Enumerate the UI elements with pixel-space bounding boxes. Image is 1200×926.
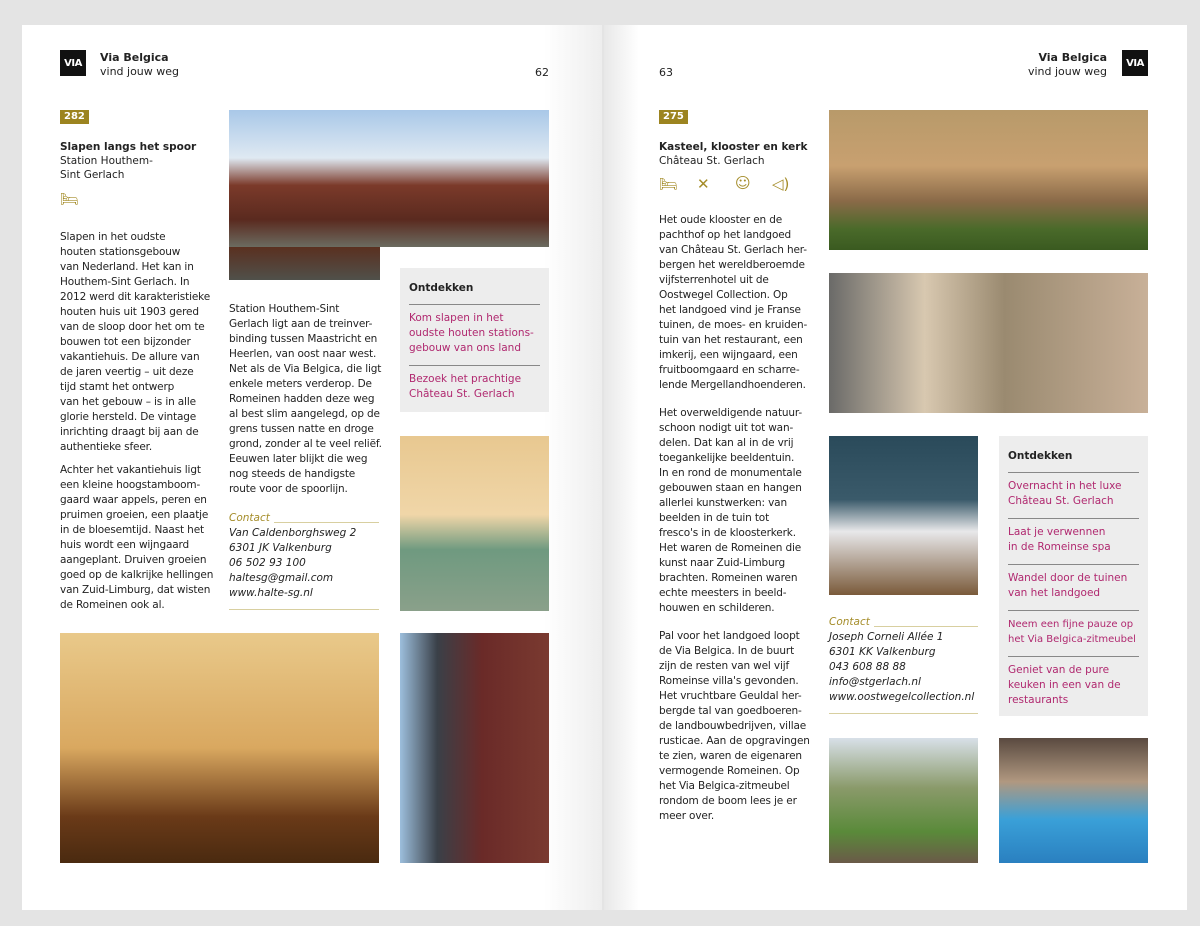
via-logo: VIA [1122,50,1148,76]
entry-title: Kasteel, klooster en kerk [659,141,808,153]
contact-address: Joseph Corneli Allée 1 [829,631,944,643]
entry-subtitle: Château St. Gerlach [659,155,765,167]
garden-tree-photo [829,738,978,863]
brand-title: Via Belgica [1038,51,1107,64]
discover-item[interactable]: Laat je verwennen in de Romeinse spa [1008,518,1139,564]
divider [229,609,379,610]
contact-website[interactable]: www.oostwegelcollection.nl [829,691,975,703]
page-number: 62 [535,66,549,79]
contact-label: Contact [829,615,978,630]
smiley-icon: ☺ [735,174,751,192]
brand-subtitle: vind jouw weg [1027,65,1107,78]
contact-email[interactable]: haltesg@gmail.com [229,572,334,584]
body-paragraph: Achter het vakantiehuis ligt een kleine hoogstamboom- gaard waar appels, peren en pruimen groeien, een plaatje in de bloesemtijd. Naast het huis wordt een wijngaard aangeplant. Druiven groeien goed op de kalkrijke hellingen van Zuid-Limburg, dat wisten de Romeinen ook al. [60,464,214,611]
station-photo [229,110,549,247]
body-paragraph: Het oude klooster en de pachthof op het landgoed van Château St. Gerlach her- bergen het wereldberoemde vijfsterrenhotel uit de Oostwegel Collection. Op het landgoed vind je Franse tuinen, de moes- en kruiden- tuin van het restaurant, een imkerij, een wijngaard, een fruitboomgaard en scharre- lende Mergellandhoenderen. [659,214,808,391]
page-number: 63 [659,66,673,79]
contact-city: 6301 KK Valkenburg [829,646,936,658]
brand-title: Via Belgica [100,51,169,64]
bed-icon: 🛏︎ [60,190,80,208]
discover-box [999,436,1148,716]
body-paragraph: Het overweldigende natuur- schoon nodigt uit tot wan- delen. Dat kan al in de vrij toegankelijke beeldentuin. In en rond de monumentale gebouwen staan en hangen allerlei kunstwerken: van beelden in de tuin tot fresco's in de kloosterkerk. Het waren de Romeinen die kunst naar Zuid-Limburg brachten. Romeinen waren echte meesters in beeld- houwen en schilderen. [659,407,803,614]
discover-item[interactable]: Wandel door de tuinen van het landgoed [1008,564,1139,610]
brand-subtitle: vind jouw weg [100,65,180,78]
station-photo-bottom [229,247,380,280]
via-logo: VIA [60,50,86,76]
speaker-icon: ◁) [772,175,790,193]
entry-title: Slapen langs het spoor [60,141,197,153]
entry-number-badge: 282 [60,110,89,124]
discover-item[interactable]: Geniet van de pure keuken in een van de restaurants [1008,656,1139,717]
cutlery-icon: ✕ [697,175,710,193]
entry-number-badge: 275 [659,110,688,124]
bed-icon: 🛏︎ [659,175,679,193]
divider [829,713,978,714]
contact-website[interactable]: www.halte-sg.nl [229,587,313,599]
contact-address: Van Caldenborghsweg 2 [229,527,357,539]
discover-item[interactable]: Kom slapen in het oudste houten stations- gebouw van ons land [409,304,540,365]
station-exterior-photo [400,633,549,863]
discover-item[interactable]: Overnacht in het luxe Château St. Gerlach [1008,472,1139,518]
discover-title: Ontdekken [1008,450,1073,462]
discover-box [400,268,549,412]
contact-email[interactable]: info@stgerlach.nl [829,676,921,688]
chateau-photo [829,110,1148,250]
entry-subtitle: Station Houthem- Sint Gerlach [60,155,153,181]
dining-room-photo [60,633,379,863]
contact-city: 6301 JK Valkenburg [229,542,332,554]
contact-label: Contact [229,511,379,526]
contact-phone[interactable]: 06 502 93 100 [229,557,306,569]
body-paragraph: Station Houthem-Sint Gerlach ligt aan de treinver- binding tussen Maastricht en Heerlen, van oost naar west. Net als de Via Belgica, die ligt enkele meters verderop. De Romeinen hadden deze weg al best slim aangelegd, op de grens tussen natte en droge grond, zonder al te veel reliëf. Eeuwen later blijkt die weg nog steeds de handigste route voor de spoorlijn. [229,303,382,495]
restaurant-photo [829,273,1148,413]
contact-phone[interactable]: 043 608 88 88 [829,661,906,673]
header-brand [100,51,179,79]
contact-block [829,615,978,714]
bathroom-photo [400,436,549,611]
body-paragraph: Pal voor het landgoed loopt de Via Belgica. In de buurt zijn de resten van wel vijf Romeinse villa's gevonden. Het vruchtbare Geuldal her- bergde tal van goedboeren- de landbouwbedrijven, villae rusticae. Aan de opgravingen te zien, waren de eigenaren vermogende Romeinen. Op het Via Belgica-zitmeubel rondom de boom lees je er meer over. [659,630,810,822]
spa-pool-photo [999,738,1148,863]
body-paragraph: Slapen in het oudste houten stationsgebouw van Nederland. Het kan in Houthem-Sint Gerlach. In 2012 werd dit karakteristieke houten huis uit 1903 gered van de sloop door het om te bouwen tot een bijzonder vakantiehuis. De allure van de jaren veertig – uit deze tijd stamt het ontwerp van het gebouw – is in alle glorie hersteld. De vintage inrichting draagt bij aan de authentieke sfeer. [60,231,211,453]
discover-title: Ontdekken [409,282,474,294]
bedroom-photo [829,436,978,595]
discover-item[interactable]: Neem een fijne pauze op het Via Belgica-zitmeubel [1008,610,1139,656]
header-brand [1000,51,1107,79]
contact-block [229,511,379,610]
discover-item[interactable]: Bezoek het prachtige Château St. Gerlach [409,365,540,411]
